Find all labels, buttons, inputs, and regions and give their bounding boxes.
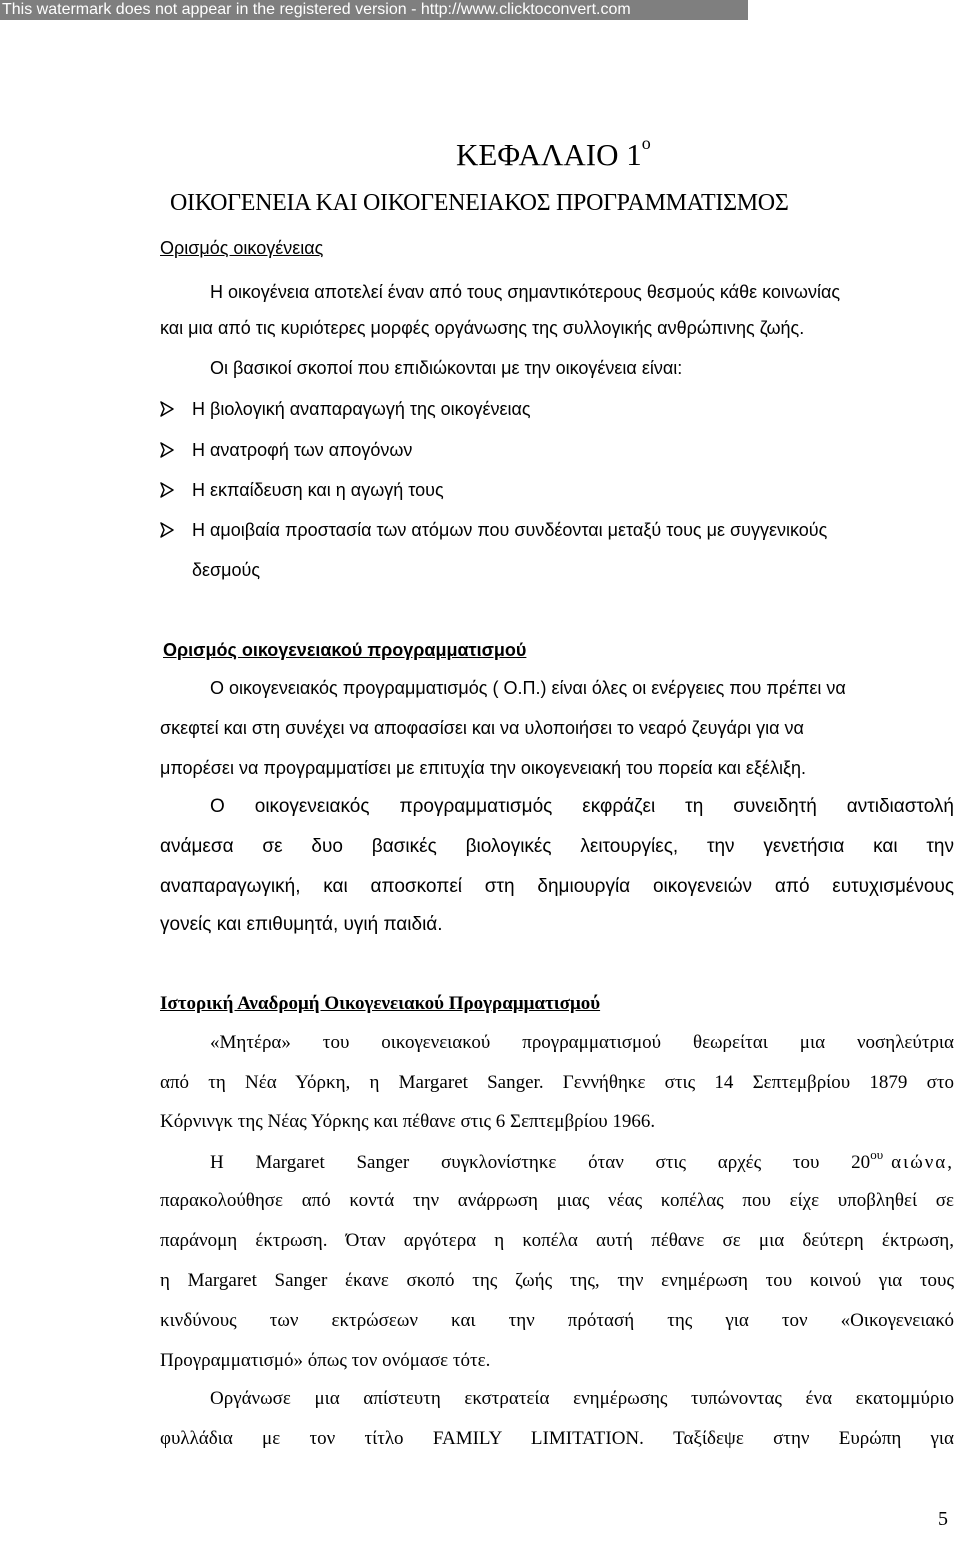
paragraph-line: σκεφτεί και στη συνέχει να αποφασίσει και να υλοποιήσει το νεαρό ζευγάρι για να [160, 718, 804, 738]
paragraph-line: γονείς και επιθυμητά, υγιή παιδιά. [160, 914, 443, 935]
paragraph-line: Οργάνωσε μια απίστευτη εκστρατεία ενημέρωσης τυπώνοντας ένα εκατομμύριο [210, 1388, 954, 1409]
paragraph-text [210, 1147, 884, 1174]
paragraph-line-with-superscript [210, 1147, 954, 1174]
paragraph-line: φυλλάδια με τον τίτλο FAMILY LIMITATION. Ταξίδεψε στην Ευρώπη για [160, 1428, 954, 1449]
paragraph-line: Προγραμματισμό» όπως τον ονόμασε τότε. [160, 1350, 491, 1371]
arrow-bullet-icon [160, 401, 174, 417]
superscript: ου [870, 1147, 884, 1162]
chapter-title-sup: ο [641, 133, 651, 153]
paragraph-line: και μια από τις κυριότερες μορφές οργάνωσης της συλλογικής ανθρώπινης ζωής. [160, 318, 805, 338]
bullet-item: Η βιολογική αναπαραγωγή της οικογένειας [192, 399, 531, 419]
paragraph-line: Ο οικογενειακός προγραμματισμός εκφράζει τη συνειδητή αντιδιαστολή [210, 796, 954, 817]
chapter-title-text: ΚΕΦΑΛΑΙΟ 1 [456, 137, 642, 172]
paragraph-line: Οι βασικοί σκοποί που επιδιώκονται με την οικογένεια είναι: [210, 358, 683, 378]
paragraph-line: Ο οικογενειακός προγραμματισμός ( Ο.Π.) είναι όλες οι ενέργειες που πρέπει να [210, 678, 846, 698]
paragraph-line: η Margaret Sanger έκανε σκοπό της ζωής της, την ενημέρωση του κοινού για τους [160, 1270, 954, 1291]
paragraph-line: παράνομη έκτρωση. Όταν αργότερα η κοπέλα αυτή πέθανε σε μια δεύτερη έκτρωση, [160, 1230, 954, 1251]
paragraph-line: Η οικογένεια αποτελεί έναν από τους σημαντικότερους θεσμούς κάθε κοινωνίας [210, 282, 841, 302]
section-heading-history: Ιστορική Αναδρομή Οικογενειακού Προγραμματισμού [160, 993, 601, 1014]
page-number: 5 [938, 1508, 948, 1530]
paragraph-line: μπορέσει να προγραμματίσει με επιτυχία την οικογενειακή του πορεία και εξέλιξη. [160, 758, 807, 778]
watermark-banner: This watermark does not appear in the registered version - http://www.clicktoconvert.com [0, 0, 748, 20]
paragraph-line: κινδύνους των εκτρώσεων και την πρότασή της για τον «Οικογενειακό [160, 1310, 954, 1331]
paragraph-line: από τη Νέα Υόρκη, η Margaret Sanger. Γεννήθηκε στις 14 Σεπτεμβρίου 1879 στο [160, 1072, 954, 1093]
paragraph-line: παρακολούθησε από κοντά την ανάρρωση μιας νέας κοπέλας που είχε υποβληθεί σε [160, 1190, 954, 1211]
paragraph-line: Κόρνινγκ της Νέας Υόρκης και πέθανε στις 6 Σεπτεμβρίου 1966. [160, 1111, 656, 1132]
paragraph-line: αναπαραγωγική, και αποσκοπεί στη δημιουργία οικογενειών από ευτυχισμένους [160, 876, 954, 897]
section-heading-family-definition: Ορισμός οικογένειας [160, 238, 324, 258]
paragraph-text-part: Η Margaret Sanger συγκλονίστηκε όταν στις αρχές του 20 [210, 1152, 871, 1173]
arrow-bullet-icon [160, 442, 174, 458]
arrow-bullet-icon [160, 522, 174, 538]
chapter-title [456, 133, 651, 173]
paragraph-line: ανάμεσα σε δυο βασικές βιολογικές λειτουργίες, την γενετήσια και την [160, 836, 954, 857]
bullet-item: Η αμοιβαία προστασία των ατόμων που συνδέονται μεταξύ τους με συγγενικούς [192, 520, 828, 540]
bullet-item: Η ανατροφή των απογόνων [192, 440, 413, 460]
chapter-subtitle: ΟΙΚΟΓΕΝΕΙΑ ΚΑΙ ΟΙΚΟΓΕΝΕΙΑΚΟΣ ΠΡΟΓΡΑΜΜΑΤΙΣΜΟΣ [170, 190, 789, 216]
bullet-item-continuation: δεσμούς [192, 560, 261, 580]
section-heading-family-planning-definition: Ορισμός οικογενειακού προγραμματισμού [163, 640, 527, 660]
bullet-item: Η εκπαίδευση και η αγωγή τους [192, 480, 444, 500]
arrow-bullet-icon [160, 482, 174, 498]
paragraph-line: «Μητέρα» του οικογενειακού προγραμματισμού θεωρείται μια νοσηλεύτρια [210, 1032, 954, 1053]
paragraph-text-part: αιώνα, [891, 1152, 954, 1173]
